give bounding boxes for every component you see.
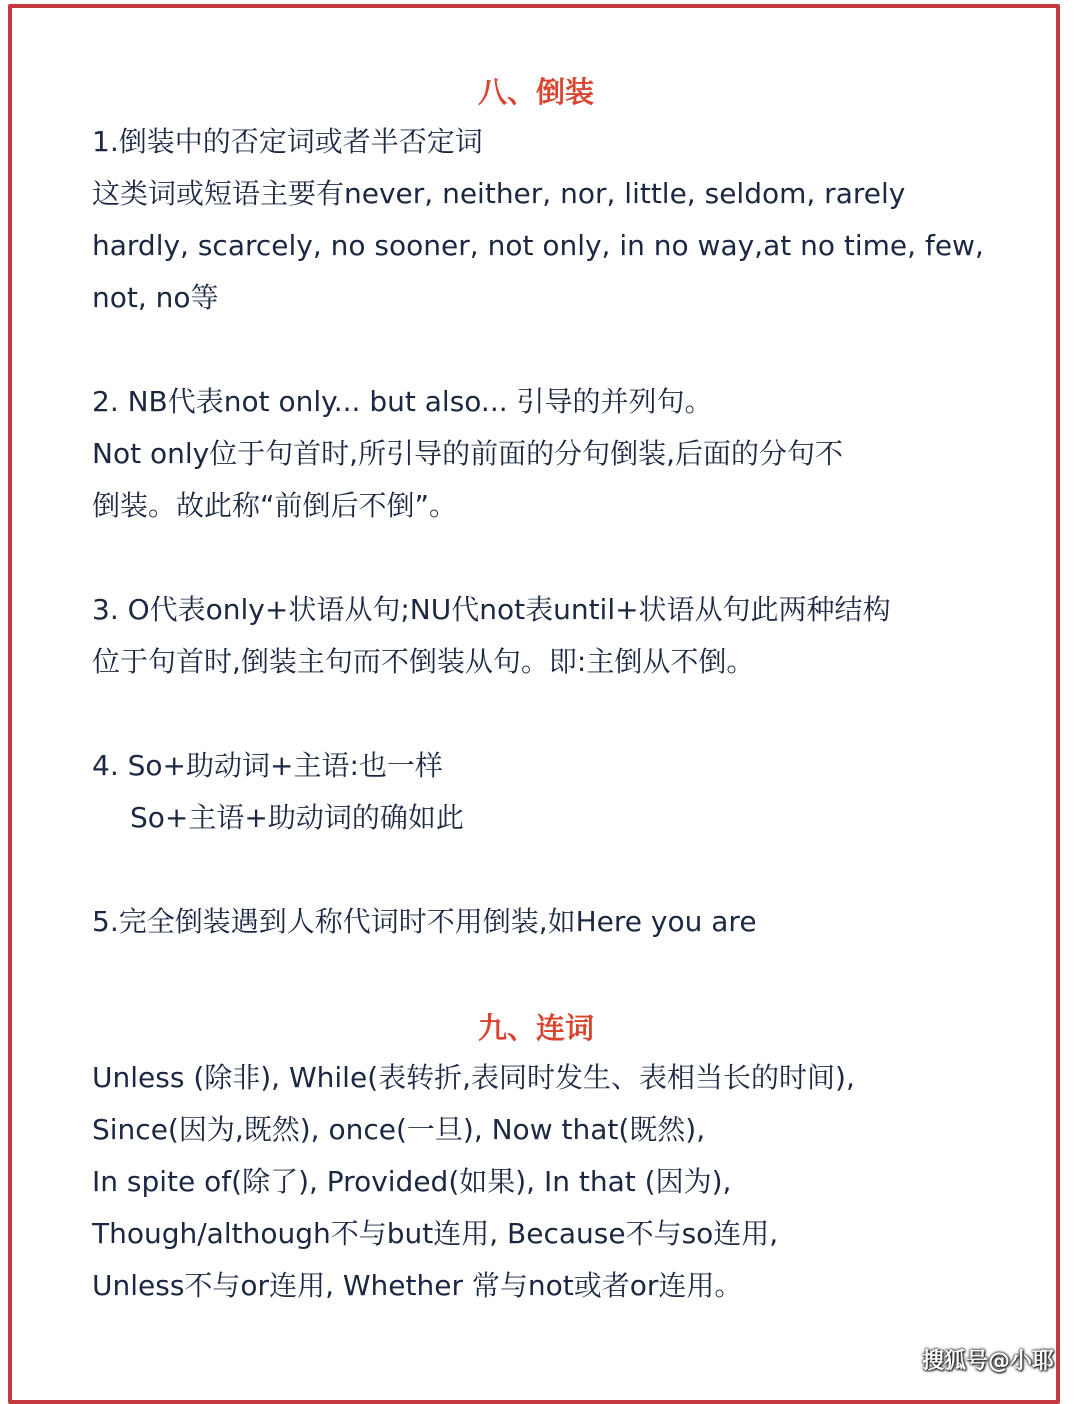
point-1-line-2: hardly, scarcely, no sooner, not only, in no way,at no time, few, (92, 229, 984, 262)
point-5-line: 5.完全倒装遇到人称代词时不用倒装,如Here you are (92, 905, 757, 938)
point-3-line-2: 位于句首时,倒装主句而不倒装从句。即:主倒从不倒。 (92, 645, 755, 678)
conjunction-line-4: Though/although不与but连用, Because不与so连用, (92, 1217, 779, 1250)
point-2-line-1: Not only位于句首时,所引导的前面的分句倒装,后面的分句不 (92, 437, 843, 470)
conjunction-line-1: Unless (除非), While(表转折,表同时发生、表相当长的时间), (92, 1061, 855, 1094)
point-2-line-2: 倒装。故此称“前倒后不倒”。 (92, 489, 458, 522)
point-1-heading: 1.倒装中的否定词或者半否定词 (92, 125, 483, 158)
section-9-title: 九、连词 (477, 1011, 594, 1045)
point-3-line-1: 3. O代表only+状语从句;NU代not表until+状语从句此两种结构 (92, 593, 891, 626)
section-8-title: 八、倒装 (477, 75, 594, 109)
point-4-line-2: So+主语+助动词的确如此 (130, 801, 464, 834)
point-2-heading: 2. NB代表not only... but also... 引导的并列句。 (92, 385, 713, 418)
point-1-line-3: not, no等 (92, 281, 219, 314)
conjunction-line-5: Unless不与or连用, Whether 常与not或者or连用。 (92, 1269, 743, 1302)
watermark: 搜狐号@小耶 (921, 1349, 1054, 1374)
point-4-line-1: 4. So+助动词+主语:也一样 (92, 749, 443, 782)
conjunction-line-3: In spite of(除了), Provided(如果), In that (因为), (92, 1165, 732, 1198)
conjunction-line-2: Since(因为,既然), once(一旦), Now that(既然), (92, 1113, 706, 1146)
point-1-line-1: 这类词或短语主要有never, neither, nor, little, seldom, rarely (92, 177, 906, 210)
